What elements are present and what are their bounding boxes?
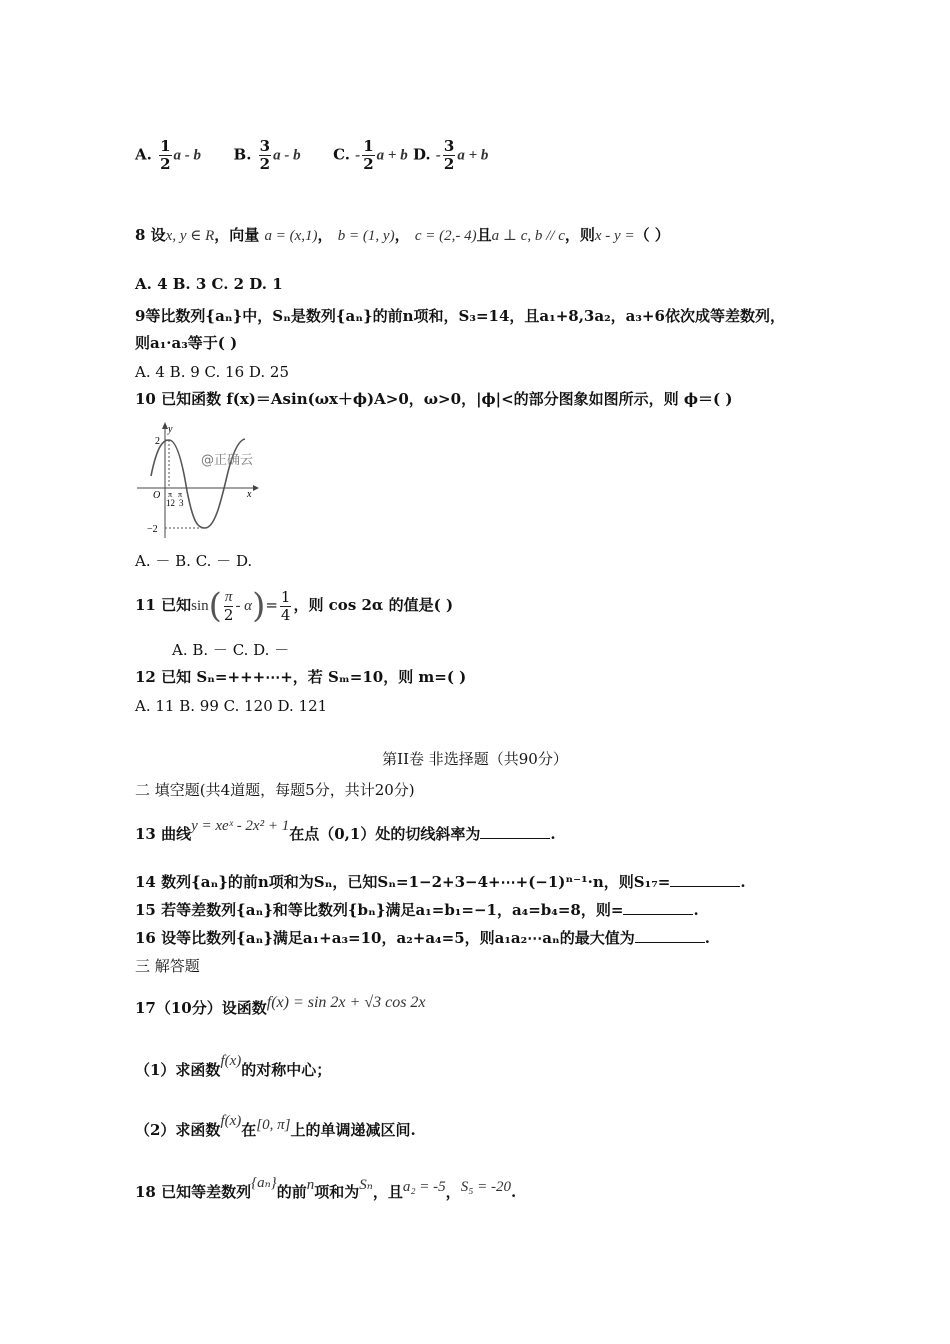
q8-text: 且 (476, 226, 492, 244)
part1-suffix: 的对称中心； (241, 1061, 332, 1079)
q18-text: 的前 (276, 1183, 307, 1201)
origin-label: O (153, 490, 161, 501)
vector-b: b = (1, y) (337, 228, 395, 244)
q17-part1 (135, 1053, 332, 1081)
q8-options: A. 4 B. 3 C. 2 D. 1 (135, 275, 283, 293)
q12-line: 12 已知 Sₙ=+++⋯+，若 Sₘ=10，则 m=( ) (135, 668, 467, 686)
sin: sin (191, 598, 209, 614)
answer-blank[interactable] (623, 900, 693, 915)
q18-text: 项和为 (314, 1183, 360, 1201)
option-b-label: B. (233, 145, 252, 164)
fraction: $\frac{3}{2}$ (259, 137, 271, 173)
q13-prefix: 13 曲线 (135, 825, 192, 843)
option-d-label: D. (412, 145, 431, 164)
q7-options (135, 138, 488, 173)
vector-a: a = (x,1) (264, 228, 318, 244)
q10-options: A. － B. C. － D. (135, 552, 253, 570)
fraction: $\frac{1}{4}$ (280, 587, 291, 624)
equals: = (265, 596, 278, 614)
q15-text: 15 若等差数列{aₙ}和等比数列{bₙ}满足a₁=b₁=−1，a₄=b₄=8，则= (135, 901, 624, 919)
section-2-title: 第II卷 非选择题（共90分） (382, 750, 568, 768)
q18-text: ，且 (372, 1183, 403, 1201)
q9-line1: 9等比数列{aₙ}中，Sₙ是数列{aₙ}的前n项和，S₃=14，且a₁+8,3a₂，a₃+6依次成等差数列， (135, 307, 785, 325)
a2: a₂ = -5 (402, 1179, 446, 1195)
vector-expr: a + b (376, 147, 408, 164)
q18-prefix: 18 已知等差数列 (135, 1183, 252, 1201)
q11-prefix: 11 已知 (135, 596, 192, 614)
sign: - (355, 147, 361, 164)
alpha: - α (235, 598, 253, 614)
q17-part2 (135, 1113, 416, 1141)
section-3-heading: 三 解答题 (135, 957, 200, 975)
fraction: $\frac{\pi}{2}$ (223, 588, 234, 624)
question-13: 13 曲线y = xeˣ - 2x² + 1在点（0,1）处的切线斜率为 . (135, 818, 556, 843)
fraction: $\frac{1}{2}$ (160, 137, 171, 173)
q11-suffix: ，则 cos 2α 的值是( ) (293, 596, 454, 614)
question-14: 14 数列{aₙ}的前n项和为Sₙ，已知Sₙ=1−2+3−4+⋯+(−1)ⁿ⁻¹·n，则S₁₇= . (135, 873, 746, 891)
part2-suffix: 上的单调递减区间. (290, 1121, 416, 1139)
q17-expr: f(x) = sin 2x + √3 cos 2x (266, 994, 426, 1011)
sn: Sₙ (359, 1177, 373, 1193)
question-16: 16 设等比数列{aₙ}满足a₁+a₃=10，a₂+a₄=5，则a₁a₂⋯aₙ的最大值为 . (135, 929, 710, 947)
q8-expr: x - y = (594, 228, 635, 244)
x-label: x (247, 489, 252, 500)
watermark: @正确云 (201, 453, 254, 468)
question-8: 8 设x, y ∈ R，向量 a = (x,1)， b = (1, y)， c = (2,- 4)且a ⊥ c, b // c，则x - y =（ ） (135, 226, 670, 244)
n: n (306, 1177, 315, 1193)
tick1-den: 12 (166, 498, 175, 508)
x-arrow-icon (253, 485, 259, 491)
seq: {aₙ} (251, 1175, 277, 1191)
q8-prefix: 8 设 (135, 226, 166, 244)
y-label: y (168, 424, 173, 435)
q8-set: x, y ∈ R (165, 228, 215, 244)
question-18: 18 已知等差数列{aₙ}的前n项和为Sₙ，且a₂ = -5，S₅ = -20. (135, 1175, 517, 1201)
fx: f(x) (220, 1053, 242, 1069)
sine-graph (135, 421, 260, 543)
option-a-label: A. (135, 145, 152, 164)
q8-condition: a ⊥ c, b // c (491, 228, 565, 244)
part2-mid: 在 (241, 1121, 257, 1139)
q8-text: ，则 (564, 226, 595, 244)
q8-text: ，向量 (214, 226, 260, 244)
q16-text: 16 设等比数列{aₙ}满足a₁+a₃=10，a₂+a₄=5，则a₁a₂⋯aₙ的最大值为 (135, 929, 635, 947)
answer-blank[interactable] (670, 872, 740, 887)
question-17 (135, 994, 426, 1019)
s5: S₅ = -20 (460, 1179, 512, 1195)
vector-expr: a - b (273, 147, 301, 164)
q17-prefix: 17（10分）设函数 (135, 999, 267, 1017)
q14-text: 14 数列{aₙ}的前n项和为Sₙ，已知Sₙ=1−2+3−4+⋯+(−1)ⁿ⁻¹·n，则S₁₇= (135, 873, 671, 891)
tick2-den: 3 (179, 498, 184, 508)
answer-blank[interactable] (635, 928, 705, 943)
question-11: 11 已知sin( $\frac{\pi}{2}$ - α)= $\frac{1}{4}$ ，则 cos 2α 的值是( ) (135, 586, 454, 626)
answer-paren: （ ） (634, 226, 670, 244)
max-label: 2 (155, 436, 160, 447)
vector-expr: a - b (173, 147, 202, 164)
part1-prefix: （1）求函数 (135, 1061, 221, 1079)
q9-options: A. 4 B. 9 C. 16 D. 25 (135, 363, 289, 381)
fx: f(x) (220, 1113, 242, 1129)
part2-prefix: （2）求函数 (135, 1121, 221, 1139)
answer-blank[interactable] (480, 824, 550, 839)
q10-line: 10 已知函数 f(x)＝Asin(ωx＋ϕ)A>0，ω>0，|ϕ|<的部分图象如图所示，则 ϕ＝( ) (135, 390, 733, 408)
sign: - (435, 147, 441, 164)
min-label: −2 (147, 524, 158, 535)
option-c-label: C. (333, 145, 350, 164)
section-2-heading: 二 填空题(共4道题，每题5分，共计20分) (135, 781, 415, 799)
question-15: 15 若等差数列{aₙ}和等比数列{bₙ}满足a₁=b₁=−1，a₄=b₄=8，则= . (135, 901, 699, 919)
tick1-num: π (168, 490, 173, 499)
q12-options: A. 11 B. 99 C. 120 D. 121 (135, 697, 328, 715)
fraction: $\frac{1}{2}$ (363, 137, 374, 173)
interval: [0, π] (256, 1117, 291, 1133)
vector-expr: a + b (457, 147, 489, 164)
q13-expr: y = xeˣ - 2x² + 1 (191, 818, 290, 834)
tick2-num: π (178, 490, 183, 499)
fraction: $\frac{3}{2}$ (443, 137, 455, 173)
q9-line2: 则a₁·a₃等于( ) (135, 334, 238, 352)
vector-c: c = (2,- 4) (414, 228, 477, 244)
q11-options: A. B. － C. D. － (172, 641, 290, 659)
q13-suffix: 在点（0,1）处的切线斜率为 (289, 825, 481, 843)
